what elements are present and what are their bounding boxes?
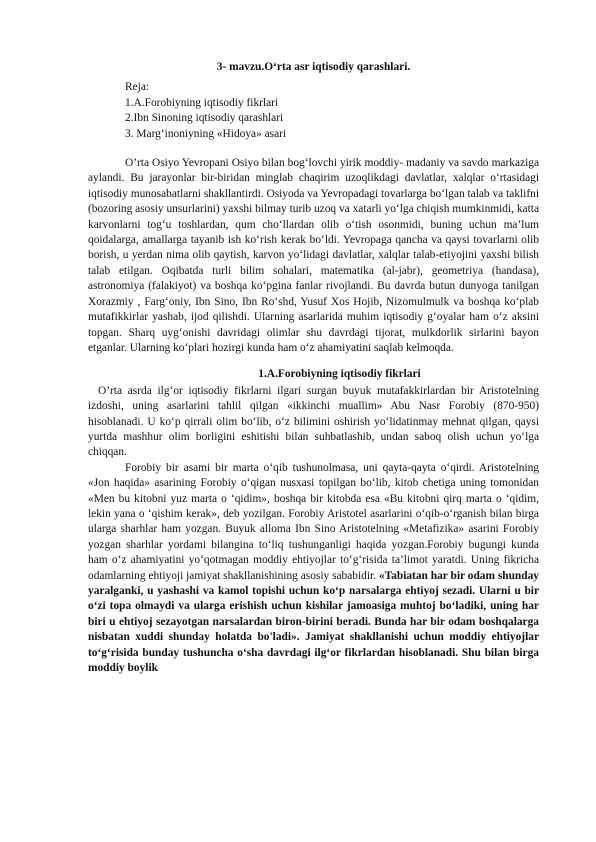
plan-item-1: 1.A.Forobiyning iqtisodiy fikrlari: [125, 96, 279, 109]
section-paragraph-1: O’rta asrda ilg‘or iqtisodiy fikrlarni ilgari surgan buyuk mutafakkirlardan bir Aristotelning izdoshi, uning asarlarini tahlil qilgan «ikkinchi muallim» Abu Nasr Forobiy (870-950) hisoblanadi. U ko‘p qirrali olim bo‘lib, o‘z bilimini oshirish yo‘lidatinmay mehnat qilgan, qaysi yurtda mashhur olim borligini eshitishi bilan suhbatlashib, undan saboq olish uchun yo‘lga chiqqan.: [88, 384, 539, 459]
paragraph-2-bold-text: «Tabiatan har bir odam shunday yaralganki, u yashashi va kamol topishi uchun ko‘p narsalarga ehtiyoj sezadi. Ularni u bir o‘zi topa olmaydi va ularga erishish uchun kishilar jamoasiga muhtoj bo‘ladiki, uning har biri u ehtiyoj sezayotgan narsalardan biron-birini beradi. Bunda har bir odam boshqalarga nisbatan xuddi shunday holatda bo'ladi». Jamiyat shakllanishi uchun moddiy ehtiyojlar to‘g‘risida bunday tushuncha o‘sha davrdagi ilg‘or fikrlardan hisoblanadi. Shu bilan birga moddiy boylik: [88, 569, 539, 675]
plan-item-2: 2.Ibn Sinoning iqtisodiy qarashlari: [125, 112, 284, 125]
section-paragraph-2: [88, 461, 539, 677]
plan-item-3: 3. Marg‘inoniyning «Hidoya» asari: [125, 127, 287, 140]
plan-heading: Reja:: [125, 81, 150, 94]
plan-block: [88, 80, 539, 142]
intro-paragraph: O’rta Osiyo Yevropani Osiyo bilan bog‘lovchi yirik moddiy- madaniy va savdo markaziga aylandi. Bu jarayonlar bir-biridan minglab chaqirim uzoqlikdagi davlatlar, xalqlar o‘rtasidagi iqtisodiy munosabatlarni shakllantirdi. Osiyoda va Yevropadagi tovarlarga bo‘lgan talab va taklifni (bozoring asosiy unsurlarini) yaxshi bilmay turib uzoq va xatarli yo‘lga chiqish mumkinmidi, katta karvonlarni tog‘u toshlardan, qum cho‘llardan olib o‘tish osonmidi, buning uchun ma’lum qoidalarga, amallarga tayanib ish ko‘rish kerak bo‘ldi. Yevropaga qancha va qaysi tovarlarni olib borish, u yerdan nima olib qaytish, karvon yo‘lidagi davlatlar, xalqlar talab-etiyojini yaxshi bilish talab etilgan. Oqibatda turli bilim sohalari, matematika (al-jabr), geometriya (handasa), astronomiya (falakiyot) va boshqa ko‘pgina fanlar rivojlandi. Bu davrda butun dunyoga tanilgan Xorazmiy , Farg‘oniy, Ibn Sino, Ibn Ro‘shd, Yusuf Xos Hojib, Nizomulmulk va boshqa ko‘plab mutafikkirlar yashab, ijod qilishdi. Ularning asarlarida muhim iqtisodiy g‘oyalar ham o‘z aksini topgan. Sharq uyg‘onishi davridagi olimlar shu davrdagi tijorat, mulkdorlik sirlarini bayon etganlar. Ularning ko‘plari hozirgi kunda ham o‘z ahamiyatini saqlab kelmoqda.: [88, 157, 539, 354]
paragraph-2-regular-text: Forobiy bir asami bir marta o‘qib tushunolmasa, uni qayta-qayta o‘qirdi. Aristotelning «Jon haqida» asarining Forobiy o‘qigan nusxasi topilgan bo‘lib, kitob chetiga uning tomonidan «Men bu kitobni yuz marta o ‘qidim», boshqa bir kitobda esa «Bu kitobni qirq marta o ‘qidim, lekin yana o ‘qishim kerak», deb yozilgan. Forobiy Aristotel asarlarini o‘qib-o‘rganish bilan birga ularga sharhlar ham yozgan. Buyuk alloma Ibn Sino Aristotelning «Metafizika» asarini Forobiy yozgan sharhlar yordami bilangina to‘liq tushunganligi haqida yozgan.Forobiy bugungi kunda ham o‘z ahamiyatini yo‘qotmagan moddiy ehtiyojlar to‘g‘risida ta’limot yaratdi. Uning fikricha odamlarning ehtiyoji jamiyat shakllanishining asosiy sababidir.: [88, 461, 539, 582]
page-title: 3- mavzu.O‘rta asr iqtisodiy qarashlari.: [216, 61, 411, 73]
section-heading: 1.A.Forobiyning iqtisodiy fikrlari: [258, 368, 421, 381]
